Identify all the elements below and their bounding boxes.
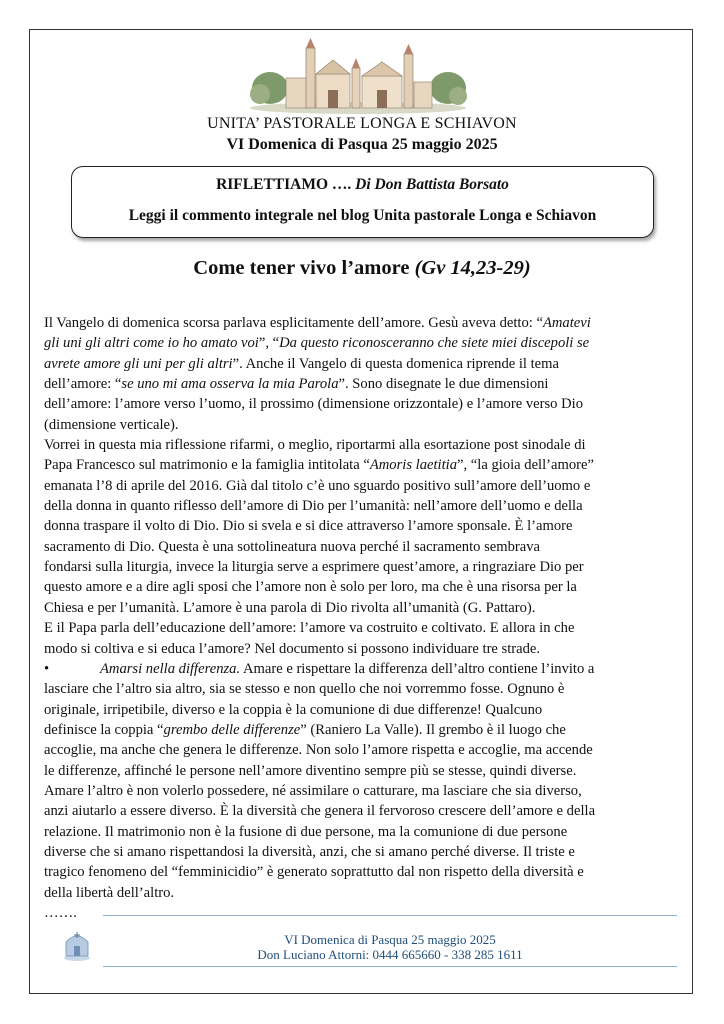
body-line: tragico fenomeno del “femminicidio” è generato soprattutto dal non rispetto della diversità e: [44, 864, 584, 881]
reflection-title: [72, 176, 653, 194]
body-line: • Amarsi nella differenza. Amare e rispettare la differenza dell’altro contiene l’invito a: [44, 659, 676, 679]
article-title: [0, 257, 724, 280]
body-line: della libertà dell’altro.: [44, 884, 175, 901]
footer-divider-bottom: [103, 966, 677, 967]
body-line: della donna in quanto riflesso dell’amore di Dio per l’umanità: nell’amore dell’uomo e della: [44, 498, 583, 515]
body-line: fondarsi sulla liturgia, invece la liturgia serve a esprimere quest’amore, a ringraziare Dio per: [44, 559, 584, 576]
body-line: definisce la coppia “grembo delle differenze” (Raniero La Valle). Il grembo è il luogo che: [44, 721, 566, 738]
body-line: gli uni gli altri come io ho amato voi”, “Da questo riconosceranno che siete miei discepoli se: [44, 335, 590, 352]
body-line: E il Papa parla dell’educazione dell’amore: l’amore va costruito e coltivato. E allora in che: [44, 620, 575, 637]
body-line: emanata l’8 di aprile del 2016. Già dal titolo c’è uno sguardo positivo sull’amore dell’uomo e: [44, 477, 591, 494]
footer-divider-top: [103, 915, 677, 916]
gospel-reference: (Gv 14,23-29): [414, 257, 531, 279]
bullet-icon: •: [44, 660, 50, 677]
header-date: VI Domenica di Pasqua 25 maggio 2025: [226, 136, 498, 153]
body-line: donna traspare il volto di Dio. Dio si svela e si dice attraverso l’amore sponsale. È l’amore: [44, 518, 573, 535]
reflection-author: Di Don Battista Borsato: [355, 176, 509, 193]
body-line: anzi aiutarlo a essere diverso. È la diversità che genera il fervoroso crescere dell’amore e della: [44, 803, 596, 820]
body-line: sacramento di Dio. Questa è una sottolineatura nuova perché il sacramento sembrava: [44, 538, 541, 555]
blog-link-text: Leggi il commento integrale nel blog Unita pastorale Longa e Schiavon: [128, 207, 597, 224]
footer-date: VI Domenica di Pasqua 25 maggio 2025: [284, 932, 496, 947]
article-title-text: Come tener vivo l’amore: [193, 257, 415, 279]
body-line: originale, irripetibile, diverso e la coppia è la comunione di due differenze! Qualcuno: [44, 701, 543, 718]
church-illustration-icon: [248, 38, 468, 114]
reflection-prefix: RIFLETTIAMO ….: [216, 176, 356, 193]
body-line: relazione. Il matrimonio non è la fusione di due persone, ma la comunione di due persone: [44, 823, 568, 840]
body-line: dell’amore: l’amore verso l’uomo, il prossimo (dimensione orizzontale) e l’amore verso Dio: [44, 396, 583, 413]
body-line: Papa Francesco sul matrimonio e la famiglia intitolata “Amoris laetitia”, “la gioia dell’amore”: [44, 457, 594, 474]
body-line: accoglie, ma anche che genera le differenze. Non solo l’amore rispetta e accoglie, ma accende: [44, 742, 593, 759]
body-line: Vorrei in questa mia riflessione rifarmi, o meglio, riportarmi alla esortazione post sinodale di: [44, 437, 586, 454]
body-line: dell’amore: “se uno mi ama osserva la mia Parola”. Sono disegnate le due dimensioni: [44, 376, 549, 393]
body-line: avrete amore gli uni per gli altri”. Anche il Vangelo di questa domenica riprende il tema: [44, 355, 559, 372]
body-line: Chiesa e per l’umanità. L’amore è una parola di Dio rivolta all’umanità (G. Pattaro).: [44, 599, 536, 616]
body-line: lasciare che l’altro sia altro, sia se stesso e non quello che noi vorremmo fosse. Ognuno è: [44, 681, 565, 698]
body-line: Amare l’altro è non volerlo possedere, né assimilare o catturare, ma lasciare che sia diverso,: [44, 782, 582, 799]
body-line: diverse che si amano rispettandosi la diversità, anzi, che si amano perché diverse. Il triste e: [44, 843, 575, 860]
footer-contact: Don Luciano Attorni: 0444 665660 - 338 285 1611: [257, 947, 523, 962]
body-line: …….: [44, 904, 77, 921]
article-body: [44, 313, 676, 923]
body-line: (dimensione verticale).: [44, 416, 179, 433]
reflection-box: [71, 166, 654, 238]
body-line: le differenze, affinché le persone nell’amore diventino sempre più se stesse, quindi diverse.: [44, 762, 577, 779]
body-line: modo si coltiva e si educa l’amore? Nel documento si possono individuare tre strade.: [44, 640, 541, 657]
parish-name: UNITA’ PASTORALE LONGA E SCHIAVON: [207, 115, 517, 132]
body-line: Il Vangelo di domenica scorsa parlava esplicitamente dell’amore. Gesù aveva detto: “Amatevi: [44, 315, 591, 331]
body-line: questo amore e a dire agli sposi che l’amore non è solo per loro, ma che è una risorsa per la: [44, 579, 577, 596]
